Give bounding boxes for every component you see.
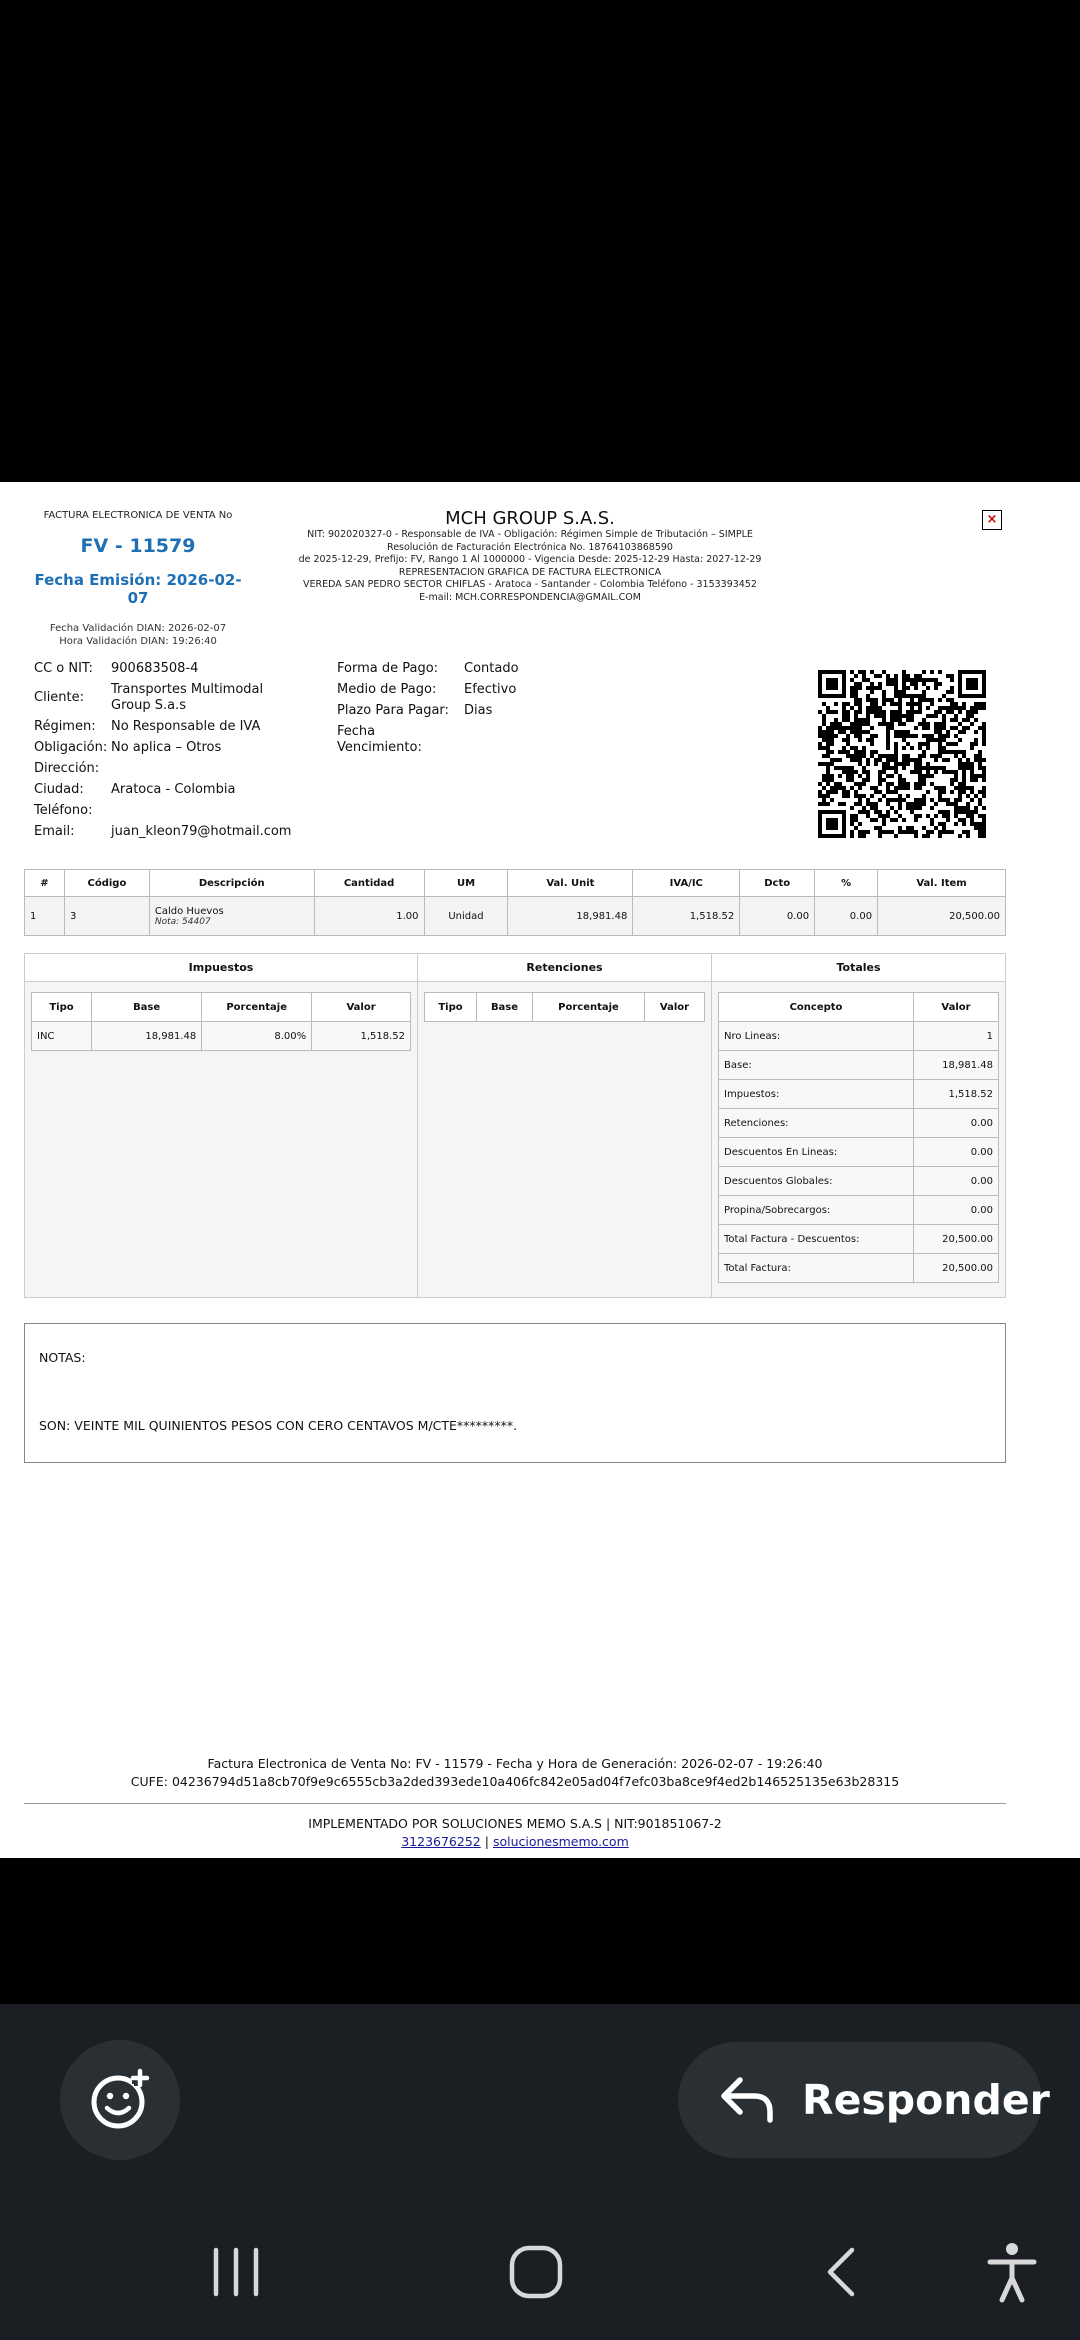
items-header: Dcto [740, 870, 815, 897]
payment-label: Forma de Pago: [337, 661, 439, 676]
taxes-header: Tipo [32, 993, 92, 1022]
total-value: 0.00 [914, 1138, 999, 1167]
item-description: Caldo Huevos [154, 905, 224, 917]
client-row [34, 782, 301, 798]
item-quantity: 1.00 [314, 897, 424, 936]
taxes-header: Porcentaje [202, 993, 312, 1022]
total-value: 18,981.48 [914, 1051, 999, 1080]
withholdings-header: Valor [645, 993, 705, 1022]
items-header: UM [424, 870, 508, 897]
items-header-row [25, 870, 1006, 897]
client-label: Obligación: [34, 740, 108, 755]
client-row [34, 661, 301, 677]
payment-row [337, 682, 519, 698]
invoice-header-left [28, 510, 248, 648]
totals-header-row [719, 993, 999, 1022]
company-header [290, 508, 770, 604]
items-header: Cantidad [314, 870, 424, 897]
total-value: 1,518.52 [914, 1080, 999, 1109]
provider-phone-link[interactable]: 3123676252 [401, 1834, 481, 1849]
client-value: Transportes Multimodal Group S.a.s [111, 682, 264, 713]
client-value: Aratoca - Colombia [111, 782, 236, 797]
items-header: % [815, 870, 878, 897]
accessibility-icon[interactable] [982, 2240, 1042, 2304]
invoice-issue-date: Fecha Emisión: 2026-02-07 [34, 571, 242, 607]
footer-divider [24, 1803, 1006, 1804]
taxes-header-row [32, 993, 411, 1022]
client-value: 900683508-4 [111, 661, 199, 676]
taxes-title: Impuestos [25, 954, 417, 982]
item-total: 20,500.00 [878, 897, 1006, 936]
taxes-header: Valor [312, 993, 411, 1022]
add-reaction-icon [60, 2040, 180, 2160]
total-value: 20,500.00 [914, 1254, 999, 1283]
footer-generated: Factura Electronica de Venta No: FV - 11579 - Fecha y Hora de Generación: 2026-02-07 - 19:26:40 [207, 1756, 823, 1771]
withholdings-header: Porcentaje [533, 993, 645, 1022]
client-value: juan_kleon79@hotmail.com [111, 824, 292, 839]
total-value: 1 [914, 1022, 999, 1051]
item-code: 3 [64, 897, 149, 936]
taxes-section [25, 954, 418, 1297]
withholdings-section [418, 954, 712, 1297]
invoice-doc-title: FACTURA ELECTRONICA DE VENTA No [43, 510, 233, 521]
items-header: # [25, 870, 65, 897]
total-value: 0.00 [914, 1167, 999, 1196]
total-value: 0.00 [914, 1109, 999, 1138]
footer-cufe: CUFE: 04236794d51a8cb70f9e9c6555cb3a2ded393ede10a406fc842e05ad04f7efc03ba8ce9f4ed2b146525135e63b28315 [130, 1774, 900, 1789]
company-line: de 2025-12-29, Prefijo: FV, Rango 1 Al 1000000 - Vigencia Desde: 2025-12-29 Hasta: 2027-12-29 [298, 554, 762, 565]
add-reaction-button[interactable] [60, 2040, 180, 2160]
table-row [25, 897, 1006, 936]
validation-info [28, 622, 248, 648]
client-row [34, 761, 301, 777]
table-row [719, 1022, 999, 1051]
footer-provider: IMPLEMENTADO POR SOLUCIONES MEMO S.A.S | NIT:901851067-2 [308, 1816, 722, 1831]
client-value: No Responsable de IVA [111, 719, 261, 734]
item-description-cell [149, 897, 314, 936]
reply-label: Responder [802, 2076, 1050, 2124]
notes-title: NOTAS: [39, 1350, 86, 1365]
total-concept: Impuestos: [719, 1080, 914, 1109]
totals-header: Concepto [719, 993, 914, 1022]
invoice-document [0, 482, 1080, 1858]
validation-date: Fecha Validación DIAN: 2026-02-07 [49, 623, 227, 634]
payment-label: Fecha Vencimiento: [337, 724, 422, 755]
company-line: Resolución de Facturación Electrónica No. 18764103868590 [387, 541, 673, 553]
qr-modules [818, 670, 986, 838]
client-row [34, 803, 301, 819]
total-value: 0.00 [914, 1196, 999, 1225]
payment-info [337, 661, 519, 761]
withholdings-title: Retenciones [418, 954, 711, 982]
company-name: MCH GROUP S.A.S. [445, 508, 615, 529]
client-label: Régimen: [34, 719, 96, 734]
items-header: Val. Unit [508, 870, 633, 897]
totals-title: Totales [712, 954, 1005, 982]
payment-value: Dias [464, 703, 493, 718]
withholdings-header: Tipo [425, 993, 477, 1022]
company-line: E-mail: MCH.CORRESPONDENCIA@GMAIL.COM [419, 591, 641, 603]
total-concept: Nro Lineas: [719, 1022, 914, 1051]
withholdings-table [424, 992, 705, 1022]
table-row [719, 1196, 999, 1225]
tax-type: INC [32, 1022, 92, 1051]
totals-header: Valor [914, 993, 999, 1022]
validation-time: Hora Validación DIAN: 19:26:40 [59, 636, 217, 647]
payment-label: Medio de Pago: [337, 682, 437, 697]
item-discount: 0.00 [740, 897, 815, 936]
notes-box [24, 1323, 1006, 1463]
client-label: Ciudad: [34, 782, 84, 797]
table-row [719, 1109, 999, 1138]
client-value [111, 803, 301, 819]
item-note: Nota: 54407 [154, 916, 211, 927]
total-concept: Total Factura: [719, 1254, 914, 1283]
footer-separator: | [484, 1834, 489, 1849]
total-concept: Base: [719, 1051, 914, 1080]
tax-base: 18,981.48 [92, 1022, 202, 1051]
qr-code [818, 670, 986, 838]
amount-in-words: SON: VEINTE MIL QUINIENTOS PESOS CON CERO CENTAVOS M/CTE*********. [39, 1418, 518, 1433]
reply-button[interactable] [678, 2042, 1050, 2158]
client-label: Teléfono: [34, 803, 93, 818]
total-concept: Retenciones: [719, 1109, 914, 1138]
company-line: NIT: 902020327-0 - Responsable de IVA - Obligación: Régimen Simple de Tributación – SIMPLE [307, 529, 753, 540]
table-row [719, 1254, 999, 1283]
totals-table [718, 992, 999, 1283]
item-unit-value: 18,981.48 [508, 897, 633, 936]
recent-apps-icon[interactable] [208, 2244, 264, 2300]
payment-label: Plazo Para Pagar: [337, 703, 449, 718]
client-row [34, 719, 301, 735]
total-value: 20,500.00 [914, 1225, 999, 1254]
total-concept: Descuentos Globales: [719, 1167, 914, 1196]
total-concept: Total Factura - Descuentos: [719, 1225, 914, 1254]
items-table [24, 869, 1006, 936]
items-header: IVA/IC [633, 870, 740, 897]
payment-row [337, 661, 519, 677]
client-row [34, 740, 301, 756]
client-info [34, 661, 301, 845]
client-label: Dirección: [34, 761, 100, 776]
items-header: Val. Item [878, 870, 1006, 897]
table-row [719, 1167, 999, 1196]
payment-value: Efectivo [464, 682, 517, 697]
client-value: No aplica – Otros [111, 740, 222, 755]
table-row [719, 1080, 999, 1109]
item-percent: 0.00 [815, 897, 878, 936]
tax-value: 1,518.52 [312, 1022, 411, 1051]
close-icon[interactable]: × [982, 510, 1002, 530]
withholdings-header: Base [477, 993, 533, 1022]
items-header: Descripción [149, 870, 314, 897]
client-row [34, 824, 301, 840]
items-header: Código [64, 870, 149, 897]
company-line: REPRESENTACION GRAFICA DE FACTURA ELECTRONICA [398, 566, 662, 578]
client-label: Cliente: [34, 690, 85, 705]
client-label: CC o NIT: [34, 661, 93, 676]
table-row [719, 1138, 999, 1167]
item-unit: Unidad [424, 897, 508, 936]
payment-value: Contado [464, 661, 519, 676]
totals-section [712, 954, 1005, 1297]
system-navigation-bar [0, 2200, 1080, 2340]
footer-links [0, 1834, 1030, 1849]
home-icon[interactable] [508, 2244, 564, 2300]
payment-row [337, 724, 519, 756]
client-row [34, 682, 301, 714]
payment-row [337, 703, 519, 719]
company-line: VEREDA SAN PEDRO SECTOR CHIFLAS - Aratoca - Santander - Colombia Teléfono - 3153393452 [303, 579, 757, 590]
total-concept: Descuentos En Lineas: [719, 1138, 914, 1167]
table-row [32, 1022, 411, 1051]
tax-percent: 8.00% [202, 1022, 312, 1051]
back-icon[interactable] [816, 2244, 872, 2300]
table-row [719, 1225, 999, 1254]
item-tax: 1,518.52 [633, 897, 740, 936]
summary-section [24, 953, 1006, 1298]
item-number: 1 [25, 897, 65, 936]
taxes-table [31, 992, 411, 1051]
table-row [719, 1051, 999, 1080]
taxes-header: Base [92, 993, 202, 1022]
withholdings-header-row [425, 993, 705, 1022]
total-concept: Propina/Sobrecargos: [719, 1196, 914, 1225]
invoice-number: FV - 11579 [80, 535, 196, 557]
client-label: Email: [34, 824, 75, 839]
provider-website-link[interactable]: solucionesmemo.com [492, 1834, 629, 1849]
client-value [111, 761, 301, 777]
reply-arrow-icon [718, 2072, 778, 2128]
